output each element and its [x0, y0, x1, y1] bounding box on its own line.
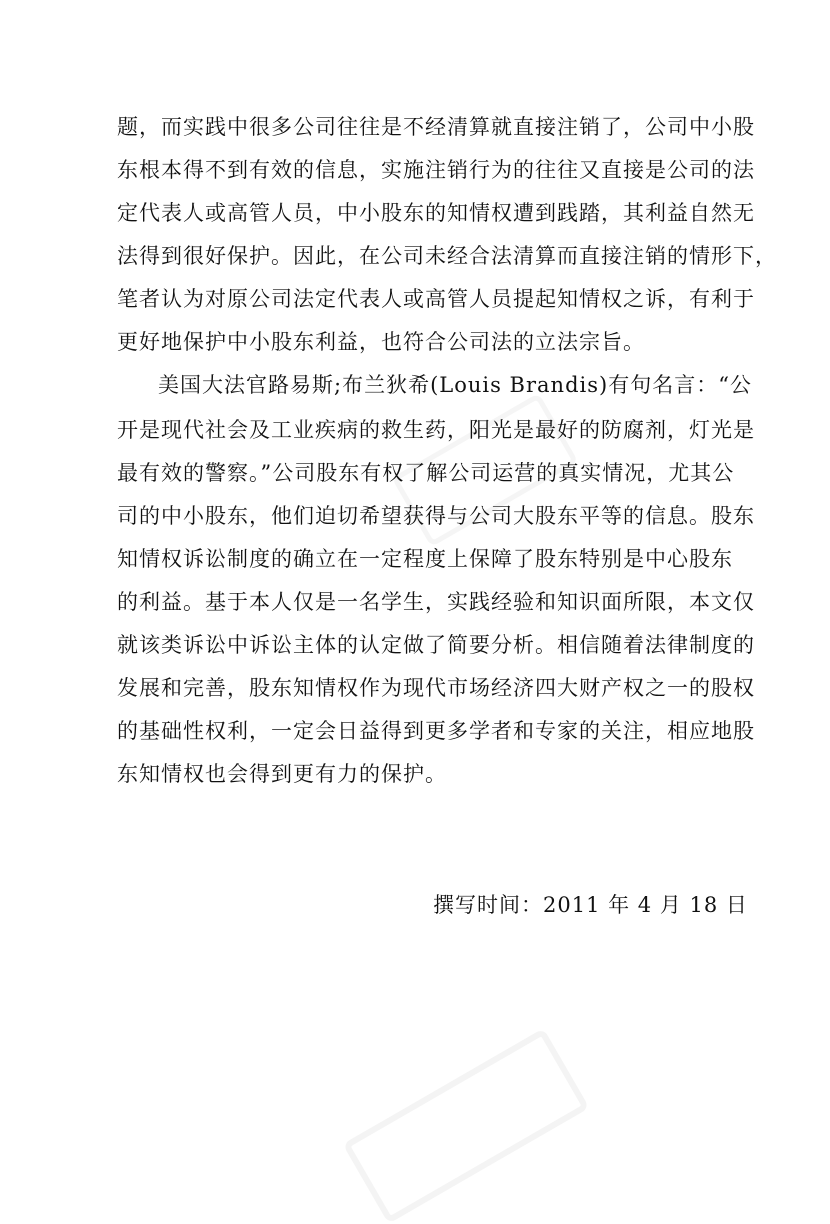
watermark-mark: [343, 1028, 590, 1224]
text-line: 东根本得不到有效的信息，实施注销行为的往往又直接是公司的法: [117, 158, 755, 182]
text-line: 东知情权也会得到更有力的保护。: [117, 762, 447, 786]
text-line: 知情权诉讼制度的确立在一定程度上保障了股东特别是中心股东: [117, 547, 733, 571]
text-line: 的利益。基于本人仅是一名学生，实践经验和知识面所限，本文仅: [117, 590, 755, 614]
text-line: 就该类诉讼中诉讼主体的认定做了简要分析。相信随着法律制度的: [117, 633, 755, 657]
text-line: 笔者认为对原公司法定代表人或高管人员提起知情权之诉，有利于: [117, 287, 755, 311]
text-line: 题，而实践中很多公司往往是不经清算就直接注销了，公司中小股: [117, 115, 755, 139]
text-line: 定代表人或高管人员，中小股东的知情权遭到践踏，其利益自然无: [117, 201, 755, 225]
text-line: 开是现代社会及工业疾病的救生药，阳光是最好的防腐剂，灯光是: [117, 418, 755, 442]
text-line: 司的中小股东，他们迫切希望获得与公司大股东平等的信息。股东: [117, 504, 755, 528]
text-line: 发展和完善，股东知情权作为现代市场经济四大财产权之一的股权: [117, 676, 755, 700]
text-line: 的基础性权利，一定会日益得到更多学者和专家的关注，相应地股: [117, 719, 755, 743]
date-line: 撰写时间：2011 年 4 月 18 日: [433, 893, 748, 917]
text-line: 美国大法官路易斯;布兰狄希(Louis Brandis)有句名言：“公: [158, 373, 752, 397]
text-line: 法得到很好保护。因此，在公司未经合法清算而直接注销的情形下，: [117, 244, 777, 268]
text-line: 最有效的警察。”公司股东有权了解公司运营的真实情况，尤其公: [117, 461, 735, 485]
text-line: 更好地保护中小股东利益，也符合公司法的立法宗旨。: [117, 330, 645, 354]
